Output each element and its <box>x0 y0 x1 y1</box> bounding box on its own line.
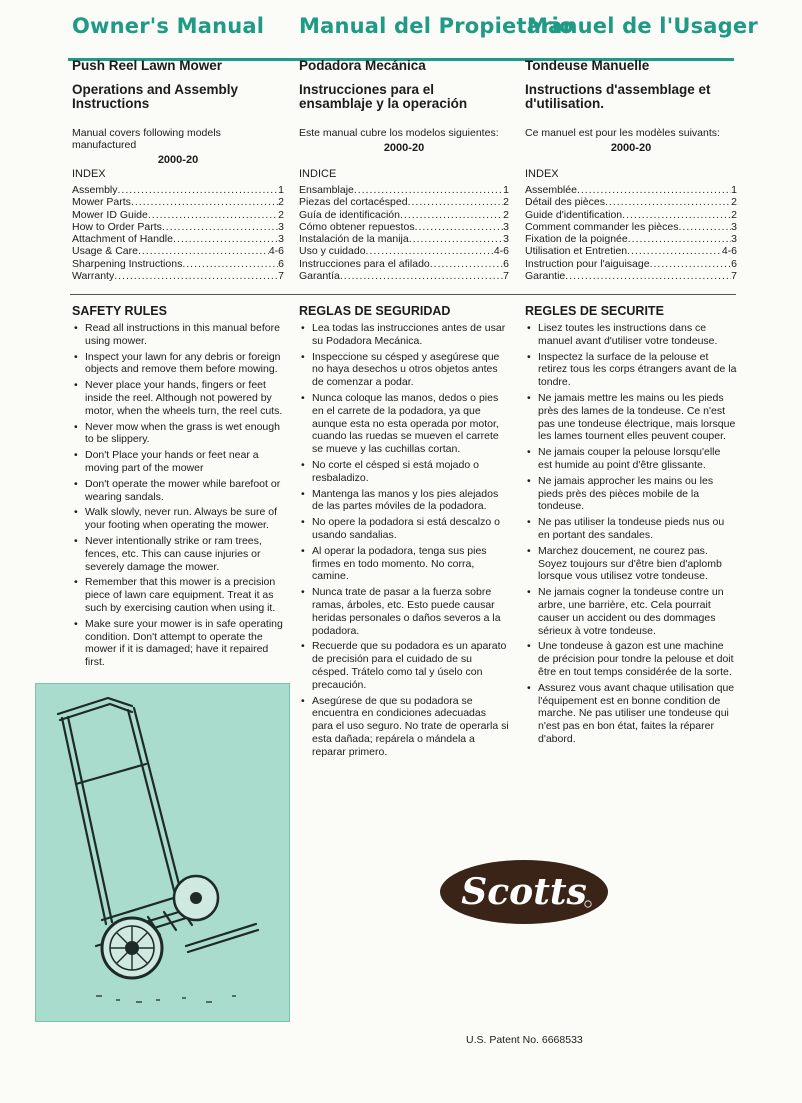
covers-note: Este manual cubre los modelos siguientes: <box>299 127 499 139</box>
safety-rule: • Lea todas las instrucciones antes de usar su Podadora Mecánica. <box>299 322 509 348</box>
column-spanish <box>299 58 509 154</box>
safety-rule: • Don't Place your hands or feet near a moving part of the mower <box>72 449 284 475</box>
index-row: Mower ID Guide ..... 2 <box>72 209 284 221</box>
index-row: Instalación de la manija ..... 3 <box>299 233 509 245</box>
index-row: Assembly ..... 1 <box>72 184 284 196</box>
index-row: How to Order Parts ..... 3 <box>72 221 284 233</box>
safety-rule: • Never place your hands, fingers or feet inside the reel. Although not powered by motor, when the wheels turn, the reel cuts. <box>72 379 284 417</box>
safety-rule: • Recuerde que su podadora es un aparato de precisión para el cuidado de su césped. Trátelo como tal y úselo con precaución. <box>299 640 509 691</box>
safety-title: SAFETY RULES <box>72 304 167 318</box>
index-row: Warranty ..... 7 <box>72 270 284 282</box>
column-english <box>72 58 284 166</box>
safety-rule: • Never intentionally strike or ram trees, fences, etc. This can cause injuries or severely damage the mower. <box>72 535 284 573</box>
product-name: Tondeuse Manuelle <box>525 58 650 73</box>
model-number: 2000-20 <box>610 142 652 154</box>
reel-mower-drawing <box>36 684 289 1021</box>
safety-rule: • Une tondeuse à gazon est une machine de précision pour tondre la pelouse et doit être en tout temps considérée de la sorte. <box>525 640 737 678</box>
index-row: Instruction pour l'aiguisage ..... 6 <box>525 258 737 270</box>
index-row: Instrucciones para el afilado ..... 6 <box>299 258 509 270</box>
safety-title: REGLES DE SECURITE <box>525 304 664 318</box>
safety-rule: • Lisez toutes les instructions dans ce manuel avant d'utiliser votre tondeuse. <box>525 322 737 348</box>
safety-rule: • Ne jamais mettre les mains ou les pieds près des lames de la tondeuse. Ce n'est pas une tondeuse électrique, mais lorsque les lames tournent elles peuvent couper. <box>525 392 737 443</box>
index-row: Sharpening Instructions ..... 6 <box>72 258 284 270</box>
safety-rule: • Marchez doucement, ne courez pas. Soyez toujours sur d'être bien d'aplomb lorsque vous utilisez votre tondeuse. <box>525 545 737 583</box>
index-spanish <box>299 168 509 282</box>
index-title: INDEX <box>525 168 559 180</box>
safety-rule: • Don't operate the mower while barefoot or wearing sandals. <box>72 478 284 504</box>
title-french: Manuel de l'Usager <box>527 14 758 38</box>
safety-rule: • Al operar la podadora, tenga sus pies firmes en todo momento. No corra, camine. <box>299 545 509 583</box>
index-row: Piezas del cortacésped ..... 2 <box>299 196 509 208</box>
safety-rule: • No corte el césped si está mojado o resbaladizo. <box>299 459 509 485</box>
safety-rule: • Mantenga las manos y los pies alejados de las partes móviles de la podadora. <box>299 488 509 514</box>
index-row: Garantía ..... 7 <box>299 270 509 282</box>
title-spanish: Manual del Propietario <box>299 14 574 38</box>
safety-title: REGLAS DE SEGURIDAD <box>299 304 451 318</box>
index-row: Utilisation et Entretien ..... 4-6 <box>525 245 737 257</box>
safety-rule: • Ne jamais couper la pelouse lorsqu'elle est humide au point d'être glissante. <box>525 446 737 472</box>
mower-illustration <box>35 683 290 1022</box>
model-number: 2000-20 <box>383 142 425 154</box>
safety-rule: • Nunca trate de pasar a la fuerza sobre ramas, árboles, etc. Esto puede causar heridas personales o daños severos a la podadora. <box>299 586 509 637</box>
section-divider <box>70 294 736 295</box>
index-french <box>525 168 737 282</box>
safety-rule: • Assurez vous avant chaque utilisation que l'équipement est en bonne condition de marche. Ne pas utiliser une tondeuse qui n'est pas en bon état, faites la réparer d'abord. <box>525 682 737 746</box>
covers-note: Manual covers following models manufactured <box>72 127 221 151</box>
index-row: Guide d'identification ..... 2 <box>525 209 737 221</box>
index-row: Guía de identificación ..... 2 <box>299 209 509 221</box>
safety-rule: • Ne jamais cogner la tondeuse contre un arbre, une barrière, etc. Cela pourrait causer un accident ou des dommages sérieux à votre tondeuse. <box>525 586 737 637</box>
index-english <box>72 168 284 282</box>
safety-rule: • Nunca coloque las manos, dedos o pies en el carrete de la podadora, ya que aunque esta no esta operada por motor, cuando las ruedas se mueven el carrete se mueve y las cuchillas cortan. <box>299 392 509 456</box>
index-row: Mower Parts ..... 2 <box>72 196 284 208</box>
subtitle: Operations and Assembly Instructions <box>72 82 239 111</box>
safety-rule: • Read all instructions in this manual before using mower. <box>72 322 284 348</box>
safety-rule: • Ne pas utiliser la tondeuse pieds nus ou en portant des sandales. <box>525 516 737 542</box>
model-number: 2000-20 <box>157 154 199 166</box>
patent-number: U.S. Patent No. 6668533 <box>466 1034 583 1046</box>
safety-rule: • Remember that this mower is a precision piece of lawn care equipment. Treat it as such by exercising caution when using it. <box>72 576 284 614</box>
subtitle: Instructions d'assemblage et d'utilisation. <box>525 82 711 111</box>
title-english: Owner's Manual <box>72 14 265 38</box>
product-name: Push Reel Lawn Mower <box>72 58 223 73</box>
index-row: Usage & Care ..... 4-6 <box>72 245 284 257</box>
safety-rule: • Make sure your mower is in safe operating condition. Don't attempt to operate the mower if it is damaged; have it repaired first. <box>72 618 284 669</box>
safety-rule: • Ne jamais approcher les mains ou les pieds près des pièces mobile de la tondeuse. <box>525 475 737 513</box>
index-row: Assemblée ..... 1 <box>525 184 737 196</box>
safety-rule: • Inspeccione su césped y asegúrese que no haya desechos u otros objetos antes de comenzar a podar. <box>299 351 509 389</box>
safety-rule: • Walk slowly, never run. Always be sure of your footing when operating the mower. <box>72 506 284 532</box>
subtitle: Instrucciones para el ensamblaje y la operación <box>299 82 468 111</box>
page-header <box>0 14 802 50</box>
safety-rule: • Inspectez la surface de la pelouse et retirez tous les corps étrangers avant de la tondre. <box>525 351 737 389</box>
index-row: Uso y cuidado ..... 4-6 <box>299 245 509 257</box>
safety-rule: • No opere la podadora si está descalzo o usando sandalias. <box>299 516 509 542</box>
index-row: Ensamblaje ..... 1 <box>299 184 509 196</box>
safety-rule: • Inspect your lawn for any debris or foreign objects and remove them before mowing. <box>72 351 284 377</box>
safety-rules-french <box>525 304 737 749</box>
index-row: Cómo obtener repuestos ..... 3 <box>299 221 509 233</box>
index-row: Fixation de la poignée ..... 3 <box>525 233 737 245</box>
safety-rules-english <box>72 304 284 672</box>
safety-rule: • Never mow when the grass is wet enough to be slippery. <box>72 421 284 447</box>
index-row: Comment commander les pièces ..... 3 <box>525 221 737 233</box>
scotts-logo <box>438 858 610 926</box>
brand-text: Scotts <box>461 871 587 913</box>
safety-rule: • Asegúrese de que su podadora se encuentra en condiciones adecuadas para el uso seguro. No trate de operarla si esta dañada; repárela o mándela a reparar primero. <box>299 695 509 759</box>
product-name: Podadora Mecánica <box>299 58 426 73</box>
covers-note: Ce manuel est pour les modèles suivants: <box>525 127 720 139</box>
index-row: Détail des pièces ..... 2 <box>525 196 737 208</box>
index-title: INDEX <box>72 168 106 180</box>
safety-rules-spanish <box>299 304 509 762</box>
column-french <box>525 58 737 154</box>
index-title: INDICE <box>299 168 337 180</box>
index-row: Garantie ..... 7 <box>525 270 737 282</box>
index-row: Attachment of Handle ..... 3 <box>72 233 284 245</box>
